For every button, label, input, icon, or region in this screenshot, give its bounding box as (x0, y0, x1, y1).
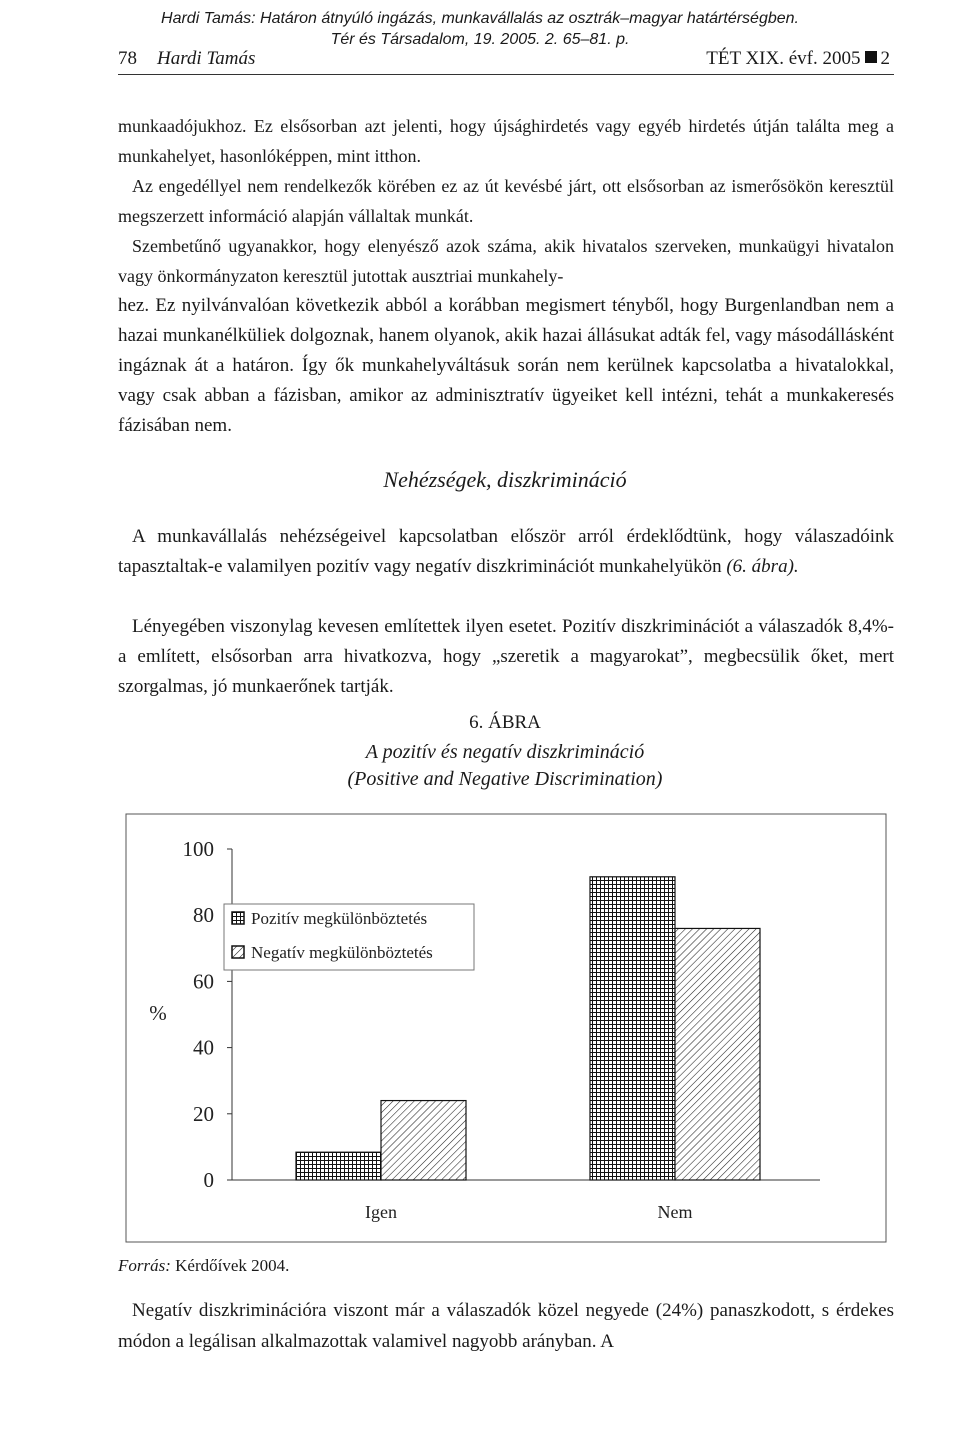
page-number: 78 (118, 48, 137, 69)
y-tick-label: 0 (203, 1168, 214, 1192)
paragraph-3-continuation: hez. Ez nyilvánvalóan következik abból a korábban megismert tényből, hogy Burgenlandban nem a hazai munkanélküliek dolgoznak, hanem olyanok, akik hazai állásukat adták fel, vagy másodállásként ingáznak át a határon. Így ők munkahelyváltásuk során nem kerülnek kapcsolatba a hivatalokkal, vagy csak abban a fázisban, amikor az adminisztratív ügyeiket kell intézni, tehát a munkakeresés fázisában nem. (118, 295, 894, 436)
legend-swatch-negative (232, 946, 244, 958)
bar-positive-nem (590, 877, 675, 1180)
legend-label-positive: Pozitív megkülönböztetés (251, 909, 428, 928)
running-head (118, 48, 894, 75)
source-label: Forrás: (118, 1256, 171, 1275)
discrimination-bar-chart (120, 808, 890, 1248)
legend-label-negative: Negatív megkülönböztetés (251, 943, 433, 962)
chart-frame (126, 814, 886, 1242)
x-tick-label: Igen (365, 1202, 397, 1222)
bar-negative-igen (381, 1101, 466, 1180)
running-head-journal: TÉT XIX. évf. 2005 (706, 48, 861, 69)
paragraph-6: Negatív diszkriminációra viszont már a válaszadók közel negyede (24%) panaszkodott, s érdekes módon a legálisan alkalmazottak valamivel nagyobb arányban. A (118, 1300, 894, 1352)
figure-reference: (6. ábra). (726, 556, 799, 577)
paragraph-4-text: A munkavállalás nehézségeivel kapcsolatban először arról érdeklődtünk, hogy válaszadóink tapasztaltak-e valamilyen pozitív vagy negatív diszkriminációt munkahelyükön (118, 526, 894, 577)
y-tick-label: 20 (193, 1101, 214, 1126)
figure-source (118, 1256, 289, 1276)
running-head-author: Hardi Tamás (157, 48, 256, 69)
figure-number: 6. ÁBRA (469, 712, 541, 733)
y-tick-label: 40 (193, 1035, 214, 1060)
paragraph-3 (118, 231, 894, 441)
y-tick-label: 80 (193, 903, 214, 928)
bar-positive-igen (296, 1152, 381, 1180)
source-text: Kérdőívek 2004. (175, 1256, 290, 1275)
citation-line-2: Tér és Társadalom, 19. 2005. 2. 65–81. p. (330, 31, 630, 48)
figure-title (0, 739, 960, 793)
y-tick-label: 100 (182, 837, 214, 861)
chart-legend (224, 904, 474, 970)
bar-negative-nem (675, 928, 760, 1180)
paragraph-2: Az engedéllyel nem rendelkezők körében ez az út kevésbé járt, ott elsősorban az ismerősökön keresztül megszerzett információ alapján vállaltak munkát. (118, 176, 894, 226)
paragraph-3-text: Szembetűnő ugyanakkor, hogy elenyésző azok száma, akik hivatalos szerveken, munkaügyi hivatalon vagy önkormányzaton keresztül jutottak ausztriai munkahely- (118, 236, 894, 286)
paragraph-5: Lényegében viszonylag kevesen említettek ilyen esetet. Pozitív diszkriminációt a válaszadók 8,4%-a említett, elsősorban arra hivatkozva, hogy „szeretik a magyarokat”, megbecsülik őket, mert szorgalmas, jó munkaerőnek tartják. (118, 616, 894, 697)
section-title: Nehézségek, diszkrimináció (383, 467, 627, 492)
running-head-issue: 2 (880, 48, 890, 69)
paragraph-1: munkaadójukhoz. Ez elsősorban azt jelenti, hogy újsághirdetés vagy egyéb hirdetés útján találta meg a munkahelyet, hasonlóképpen, mint itthon. (118, 116, 894, 166)
y-axis-label: % (149, 1001, 167, 1025)
legend-swatch-positive (232, 912, 244, 924)
black-square-icon (865, 51, 877, 63)
figure-title-en: (Positive and Negative Discrimination) (347, 768, 663, 790)
citation-line-1: Hardi Tamás: Határon átnyúló ingázás, munkavállalás az osztrák–magyar határtérségben. (161, 10, 799, 27)
y-tick-label: 60 (193, 969, 214, 994)
x-tick-label: Nem (657, 1202, 693, 1222)
figure-title-hu: A pozitív és negatív diszkrimináció (365, 741, 645, 763)
paragraph-4 (118, 522, 894, 582)
